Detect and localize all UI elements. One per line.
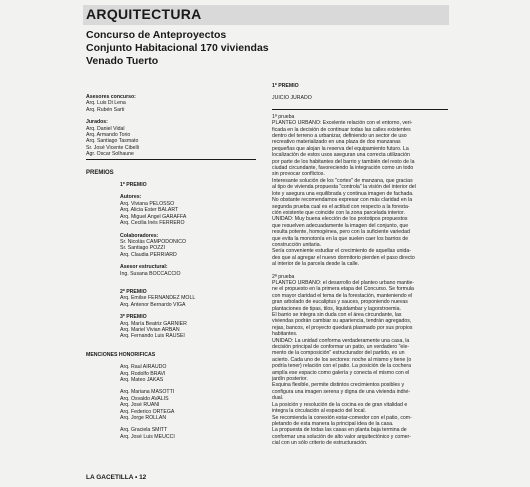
credit-line: Arq. Armando Torio [86, 132, 131, 139]
asesores-heading: Asesores concurso: [86, 94, 136, 100]
text-line: La posición y resolución de la cocina es de gran vitalidad e [272, 401, 408, 408]
premios-heading: PREMIOS [86, 169, 114, 176]
second-round-label: 2ª prueba [272, 273, 295, 280]
text-line: El barrio se integra sin duda con el área circundante, las [272, 312, 402, 318]
text-line: recreativo materializado en una plaza de dos manzanas [272, 139, 401, 146]
text-line: construcción unitaria. [272, 241, 322, 248]
text-line: podría tener) relación con el patio. La posición de la cochera [272, 363, 411, 370]
text-line: mento de la composición" estructurador del partido, es un [272, 350, 405, 357]
credit-line: Agr. Oscar Solhaune [86, 151, 134, 158]
text-line: conformar una solución de alto valor arquitectónico y comer- [272, 433, 411, 440]
text-line: que evita la monotonía en la que suelen caer los barrios de [272, 235, 409, 242]
credit-line: Arq. José Luis MEUCCI [120, 433, 175, 440]
colaboradores-heading: Colaboradores: [120, 232, 159, 239]
article-headline [86, 29, 269, 68]
text-line: decisión principal de conformar un patio, un verdadero "ele- [272, 344, 410, 351]
text-line: por parte de los habitantes del barrio y también del resto de la [272, 158, 415, 165]
credit-line: Arq. Fernando Luis RAUSEI [120, 333, 185, 340]
credit-line: Arq. Rodolfo BRAVI [120, 370, 166, 377]
credit-line: Arq. Mateo JAKAS [120, 377, 164, 383]
first-prize-heading: 1º PREMIO [272, 83, 299, 89]
credit-line: Arq. Santiago Tasmato [86, 138, 139, 145]
text-line: des que al agregar el nuevo dormitorio pierden el paso directo [272, 254, 415, 261]
text-line: acierto. Cada uno de los sectores: noche al mismo y tiene (o [272, 356, 412, 363]
text-line: UNIDAD: La unidad conforma verdaderamente una casa, la [272, 337, 410, 344]
text-line: La propuesta de todas las casas en planta baja termina de [272, 427, 407, 434]
text-line: ne el propuesto en la primera etapa del Concurso. Se formula [272, 286, 414, 293]
credit-line: Arq. Cecilia Inés FERRERO [120, 220, 185, 227]
credit-line: Arq. Raul AIRAUDO [120, 364, 167, 371]
divider-rule [86, 159, 256, 160]
section-title: ARQUITECTURA [86, 6, 202, 22]
jury-heading: JUICIO JURADO [272, 95, 312, 102]
asesor-estructural-heading: Asesor estructural: [120, 264, 168, 271]
text-line: lote y asegura una equilibrada y continua imagen de fachada. [272, 190, 414, 197]
credit-line: Arq. Mariana MASOTTI [120, 389, 175, 396]
credit-line: Sr. José Vicente Cibelli [86, 144, 139, 151]
credit-line: Arq. Claudia PERRIARD [120, 251, 177, 258]
text-line: rejas, bancos, el proyecto quedará plasmado por sus propios [272, 324, 413, 331]
menciones-heading: MENCIONES HONORIFICAS [86, 351, 156, 358]
text-line: viviendas podrán cambiar su apariencia, tendrán agregados, [272, 318, 412, 325]
credits-column [86, 94, 256, 440]
text-line: UNIDAD: Muy buena elección de los prototipos propuestos [272, 216, 408, 223]
credit-line: Arq. Osvaldo AVALIS [120, 395, 169, 402]
text-line: integra la circulación al espacio del local. [272, 408, 367, 415]
credit-line: Ing. Susana BOCCACCIO [120, 270, 181, 277]
headline-line-1: Concurso de Anteproyectos [86, 29, 227, 41]
credit-line: Sr. Santiago POZZI [120, 245, 165, 252]
credit-line: Arq. Miguel Angel GARAFFA [120, 213, 187, 220]
text-line: sin provocar conflictos. [272, 171, 325, 178]
first-round-label: 1ª prueba [272, 113, 295, 120]
jury-verdict-column [272, 83, 448, 447]
headline-line-2: Conjunto Habitacional 170 viviendas [86, 42, 269, 54]
text-line: pletando de esta manera la principal idea de la casa. [272, 420, 394, 427]
headline-line-3: Venado Tuerto [86, 55, 159, 67]
text-line: amplía ese espacio como galería y conecta el mismo con el [272, 369, 410, 376]
text-line: jardín posterior. [272, 376, 308, 383]
text-line: gran arbolado de eucaliptus y sauces, proponiendo nuevas [272, 299, 408, 306]
text-line: configura una imagen serena y digna de una vivienda indivi- [272, 388, 411, 395]
credit-line: Arq. Jorge ROLLAN [120, 415, 167, 422]
text-line: resulta potente, homogénea, pero con la suficiente variedad [272, 229, 410, 236]
credit-line: Arq. Rubén Sarti [86, 106, 125, 113]
credit-line: Arq. Alicia Ester BALART [120, 207, 179, 214]
credit-line: Arq. Graciela SMITT [120, 427, 168, 434]
credit-line: Arq. Luis Di Lena [86, 100, 126, 107]
text-line: ficada en la decisión de continuar todas las calles existentes [272, 126, 411, 133]
text-line: pequeñas que alojan la reserva del equipamiento futuro. La [272, 145, 409, 152]
text-line: Esquina flexible, permite distintos crecimientos posibles y [272, 382, 405, 389]
credit-line: Arq. María Beatriz GARNIER [120, 320, 187, 327]
credit-line: Arq. José RUANI [120, 402, 160, 409]
first-prize-heading: 1º PREMIO [120, 182, 147, 189]
text-line: al tipo de vivienda propuesta "controla" la visión del interior del [272, 184, 416, 191]
text-line: ción existente que coincide con la zona parcelada interior. [272, 209, 405, 216]
first-round-text [272, 120, 448, 267]
credit-line: Arq. Mariel Vivian ARBAN [120, 326, 180, 333]
second-round-text [272, 280, 448, 447]
text-line: Sería conveniente estudiar el crecimiento de aquellas unida- [272, 248, 411, 255]
text-line: habitantes. [272, 331, 298, 338]
credit-line: Arq. Federico ORTEGA [120, 408, 175, 415]
text-line: dentro del terreno a urbanizar, definiendo un sector de uso [272, 133, 407, 140]
credit-line: Arq. Viviana PELOSSO [120, 200, 175, 207]
credit-line: Arq. Daniel Vidal [86, 125, 125, 132]
credit-line: Arq. Antenor Bernardo VIGA [120, 301, 186, 308]
second-prize-heading: 2º PREMIO [120, 288, 147, 295]
jurados-heading: Jurados: [86, 119, 108, 126]
text-line: dual. [272, 395, 284, 402]
credit-line: Sr. Nicolás CAMPODONICO [120, 238, 187, 245]
text-line: segunda prueba cual es el actitud con respecto a la foresta- [272, 203, 410, 210]
text-line: Interesante solución de los "cortes" de manzana, que gracias [272, 177, 413, 184]
text-line: Se recomienda la conexión estar-comedor con el patio, com- [272, 414, 412, 421]
autores-heading: Autores: [120, 194, 142, 201]
text-line: ciudad circundante, favoreciendo la integración como un todo [272, 165, 414, 172]
text-line: plantaciones de tipas, tilos, liquidambar y lagorstroemia. [272, 305, 401, 312]
text-line: con mayor claridad el tema de la forestación, manteniendo el [272, 292, 413, 299]
credit-line: Arq. Emilse FERNANDEZ MOLL [120, 295, 196, 302]
text-line: localización de estos usos aseguran una correcta utilización [272, 152, 410, 159]
text-line: que resuelven adecuadamente la imagen del conjunto, que [272, 222, 409, 229]
text-line: PLANTEO URBANO: el desarrollo del planteo urbano mantie- [272, 279, 415, 286]
third-prize-heading: 3º PREMIO [120, 314, 147, 321]
text-line: al interior de la parcela desde la calle. [272, 261, 360, 268]
text-line: cial con un sólo criterio de estructuración. [272, 440, 368, 447]
text-line: No obstante recomendamos expresar con más claridad en la [272, 197, 413, 204]
text-line: PLANTEO URBANO: Excelente relación con el entorno, veri- [272, 120, 413, 127]
page-footer: LA GACETILLA • 12 [86, 474, 147, 481]
